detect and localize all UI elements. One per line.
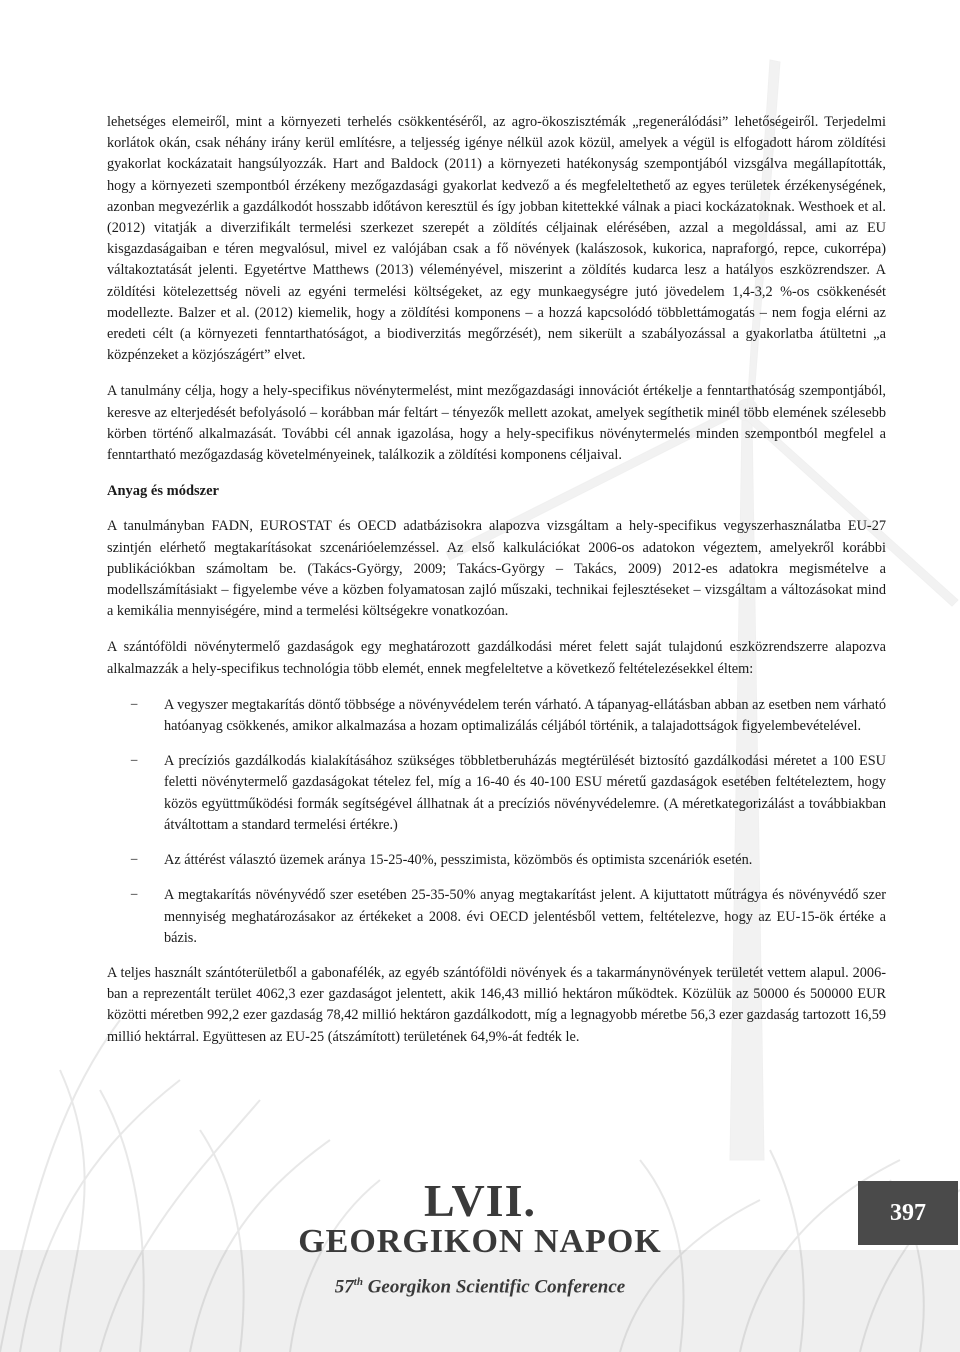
- paragraph: A tanulmányban FADN, EUROSTAT és OECD adatbázisokra alapozva vizsgáltam a hely-specifikus vegyszerhasználatba EU-27 szintjén elérhető megtakarításokat szcenárióelemzéssel. Az első kalkulációkat 2006-os adatokon végeztem, amelyekről korábbi publikációkban számoltam be. (Takács-György, 2009; Takács-György – Takács, 2009) 2012-es adatokra megismételve a modellszámításiakt – figyelembe véve a közben folyamatosan zajló műszaki, technikai fejlesztéseket – vizsgáltam a változásokat mind a kemikália mennyiségére, mind a termelési költségekre vonatkozóan.: [107, 518, 886, 620]
- dash-bullet: −: [130, 753, 139, 770]
- paragraph: A teljes használt szántóterületből a gabonafélék, az egyéb szántóföldi növények és a takarmánynövények területét vettem alapul. 2006-ban a reprezentált terület 4062,3 ezer gazdaságot jelentett, akik 146,43 millió hektáron működtek. Közülük az 50000 és 500000 EUR közötti méretben 992,2 ezer gazdaság 78,42 millió hektáron gazdálkodott, míg a legnagyobb méretbe 56,3 ezer gazdaság tartozott 16,59 millió hektárral. Együttesen az EU-25 (átszámított) területének 64,9%-át fedték le.: [107, 964, 886, 1045]
- list-item: [107, 885, 886, 949]
- conference-footer: [0, 1168, 960, 1352]
- assumptions-list: [107, 695, 886, 949]
- dash-bullet: −: [130, 852, 139, 869]
- list-item: [107, 751, 886, 836]
- volume-number: LVII.: [424, 1175, 536, 1226]
- paragraph: A tanulmány célja, hogy a hely-specifikus növénytermelést, mint mezőgazdasági innovációt értékelje a fenntarthatóság szempontjából, keresve az elterjedését befolyásoló – korábban már feltárt – tényezők mellett azokat, amelyek segíthetik minél több elemének szélesebb körben történő alkalmazását. További cél annak igazolása, hogy a hely-specifikus növénytermelés minden szempontból megfelel a fenntartható mezőgazdaság követelményeinek, találkozik a zöldítési komponens céljaival.: [107, 383, 886, 464]
- page-number: 397: [890, 1199, 926, 1226]
- dash-bullet: −: [130, 696, 139, 713]
- article-body: [107, 112, 886, 1063]
- ordinal-suffix: th: [353, 1276, 363, 1288]
- list-item-text: A vegyszer megtakarítás döntő többsége a növényvédelem terén várható. A tápanyag-ellátásban abban az esetben nem várható hatóanyag csökkenés, amikor alkalmazása a hozam optimalizálás céljából történik, a talajadottságok figyelembevételével.: [164, 696, 886, 735]
- list-item-text: A precíziós gazdálkodás kialakításához szükséges többletberuházás megtérülését biztosító gazdálkodási méretet a 100 ESU feletti növénytermelő gazdaságokat tételez fel, míg a 16-40 és 40-100 ESU méretű gazdaságok esetében feltételeztem, hogy közös együttműködési formák segítségével állhatnak át a precíziós növényvédelemre. (A méretkategorizálást a továbbiakban átváltottam a standard termelési értékre.): [164, 753, 886, 833]
- conference-number: 57: [334, 1276, 354, 1298]
- conference-name: Georgikon Scientific Conference: [362, 1276, 626, 1298]
- list-item: [107, 695, 886, 737]
- list-item: [107, 850, 886, 871]
- page-number-box: [858, 1181, 958, 1245]
- section-heading: Anyag és módszer: [107, 483, 219, 500]
- conference-subtitle: [0, 1276, 960, 1298]
- list-item-text: Az áttérést választó üzemek aránya 15-25-40%, pesszimista, közömbös és optimista szcenáriók esetén.: [164, 852, 753, 869]
- paragraph: A szántóföldi növénytermelő gazdaságok egy meghatározott gazdálkodási méret felett saját tulajdonú eszközrendszerre alapozva alkalmazzák a hely-specifikus technológia több elemét, ennek megfeleltetve a következő feltételezésekkel éltem:: [107, 639, 886, 677]
- dash-bullet: −: [130, 887, 139, 904]
- paragraph: lehetséges elemeiről, mint a környezeti terhelés csökkentéséről, az agro-ökoszisztémák „regenerálódási” lehetőségeiről. Terjedelmi korlátok okán, csak néhány irány kerül említésre, a teljesség igénye nélkül azok közül, amelyek a végül is elfogadott három zöldítési gyakorlat kockázatait hangsúlyozzák. Hart and Baldock (2011) a környezeti hatékonyság szempontjából vizsgálva megállapították, hogy a környezeti szempontból érzékeny mezőgazdasági gyakorlat kedvező a és megfeleltethető az egyes területek érzékenységének, azonban megvezérlik a gazdálkodót hosszabb időtávon keresztül és így jobban kitettekké válnak a piaci kockázatoknak. Westhoek et al. (2012) vitatják a diverzifikált termelési szerkezet szerepét a zöldítés céljainak elérésében, azzal a megoldással, ami az EU kisgazdaságaiban e téren megvalósul, mivel ez valójában csak a fő növények (kalászosok, kukorica, napraforgó, repce, cukorrépa) váltakoztatását jelenti. Egyetértve Matthews (2013) véleményével, miszerint a zöldítés kudarca lesz a hatályos eszközrendszer. A zöldítési kötelezettség növeli az egyéni termelési költségeket, az egy munkaegységre jutó jövedelem 1,4-3,2 %-os csökkenését modellezte. Balzer et al. (2012) kiemelik, hogy a zöldítési komponens – a hozzá kapcsolódó többlettámogatás – nem fogja elérni az eredeti célt (a környezeti fenntarthatóságot, a biodiverzitás megőrzését), nem sikerült a szabályozással a gyakorlatba átültetni „a közpénzeket a közjószágért” elvet.: [107, 114, 886, 364]
- list-item-text: A megtakarítás növényvédő szer esetében 25-35-50% anyag megtakarítást jelent. A kijuttatott műtrágya és növényvédő szer mennyiség meghatározásakor az értékeket a 2008. évi OECD jelentésből vettem, feltételezve, hogy az EU-15-ök értéke a bázis.: [164, 887, 886, 946]
- conference-title: GEORGIKON NAPOK: [298, 1223, 662, 1260]
